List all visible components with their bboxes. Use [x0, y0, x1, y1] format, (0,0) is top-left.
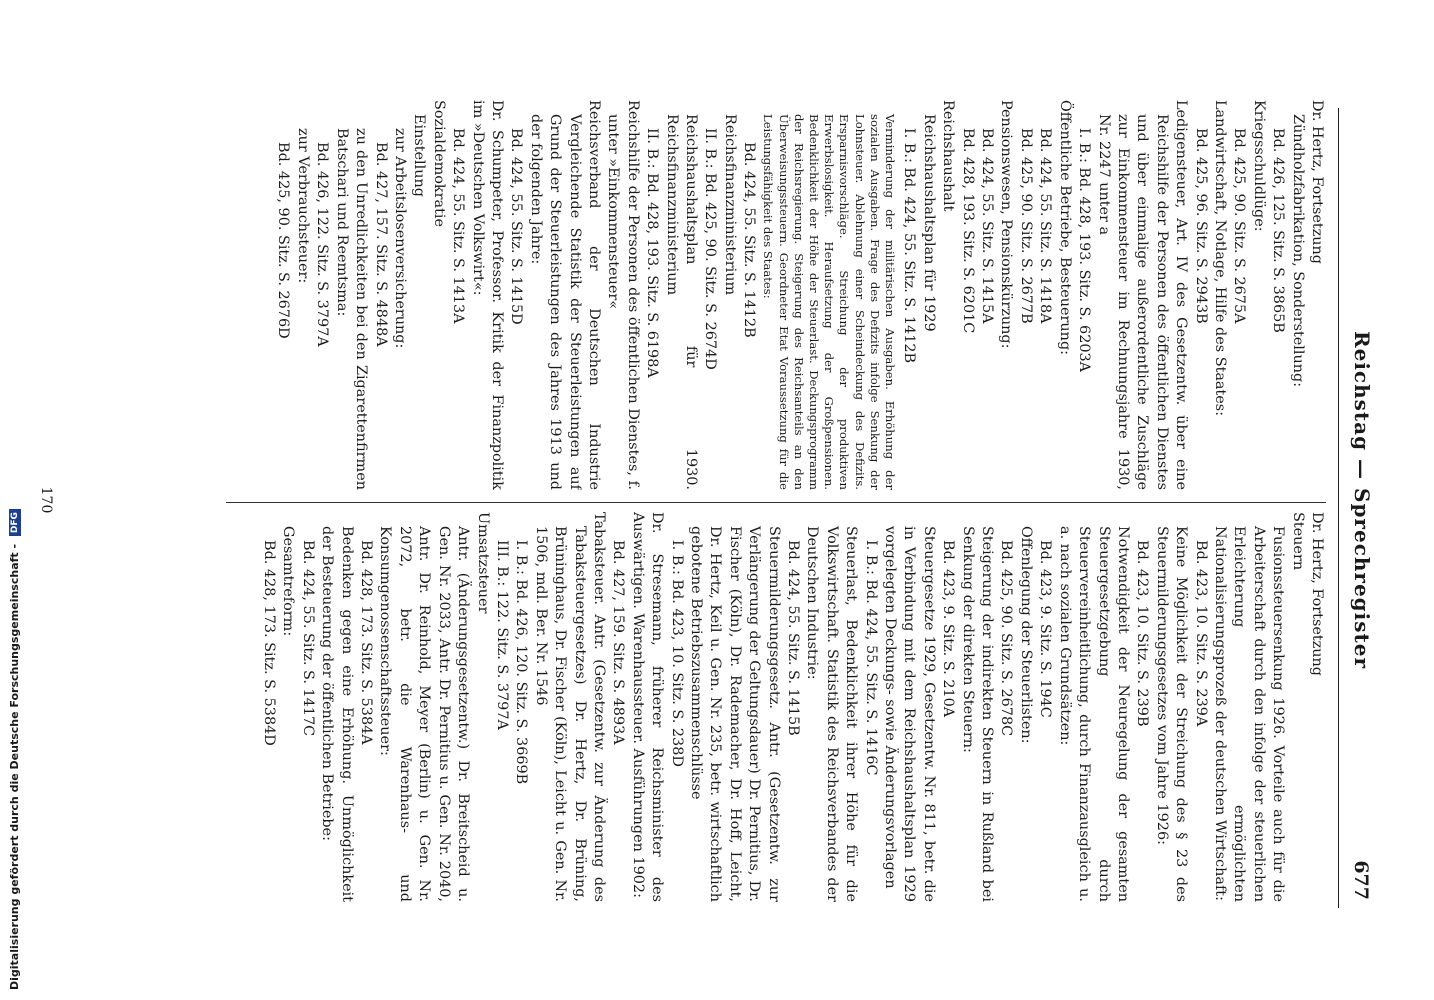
- register-entry: II. B.: Bd. 428, 193. Sitz. S. 6198A: [644, 128, 661, 378]
- register-entry: Bd. 426, 122. Sitz. S. 3797A: [314, 142, 331, 347]
- register-entry: I. B.: Bd. 424, 55. Sitz. S. 1416C: [862, 540, 879, 776]
- register-entry: Bd. 423, 9. Sitz. S. 210A: [940, 540, 957, 718]
- register-entry: Offenlegung der Steuerlisten:: [1017, 526, 1034, 744]
- register-entry: I. B.: Bd. 424, 55. Sitz. S. 1412B: [901, 128, 918, 364]
- register-entry: Dr. Schumpeter, Professor. Kritik der Finanzpolitik im »Deutschen Volkswirt«:: [469, 100, 505, 490]
- register-entry: I. B.: Bd. 423, 10. Sitz. S. 238D: [668, 540, 685, 767]
- register-entry: Bd. 425, 90. Sitz. S. 2677B: [1017, 128, 1034, 324]
- register-entry: Bd. 425, 90. Sitz. S. 2676D: [275, 142, 292, 339]
- register-entry: Kriegsschuldlüge:: [1250, 100, 1267, 232]
- right-column: [196, 512, 1326, 902]
- register-entry: Öffentliche Betriebe, Besteuerung:: [1056, 100, 1073, 355]
- register-entry: Steuergesetze 1929, Gesetzentw. Nr. 811, betr. die in Verbindung mit dem Reichshaushaltsplan 1929 vorgelegten Deckungs- sowie Änderungsvorlagen: [882, 526, 937, 902]
- register-entry: Landwirtschaft, Notlage, Hilfe des Staates:: [1211, 100, 1228, 417]
- register-entry: Bd. 426, 125. Sitz. S. 3865B: [1270, 128, 1287, 333]
- register-entry: Umsatzsteuer: [474, 512, 491, 614]
- register-entry: II. B.: Bd. 425, 90. Sitz. S. 2674D: [702, 128, 719, 370]
- register-entry: Bd. 427, 157. Sitz. S. 4848A: [372, 142, 389, 347]
- register-entry: Steuern: [1289, 512, 1306, 571]
- left-column: [196, 100, 1326, 490]
- register-entry: Bd. 424, 55. Sitz. S. 1413A: [450, 128, 467, 324]
- register-entry: Pensionswesen, Pensionskürzung:: [998, 100, 1015, 349]
- register-entry: Reichshilfe der Personen des öffentlichen Dienstes, f. unter »Einkommensteuer«: [605, 100, 641, 490]
- register-entry: Tabaksteuer. Antr. (Gesetzentw. zur Änderung des Tabaksteuergesetzes) Dr. Hertz, Dr. Brüning, Brüninghaus, Dr. Fischer (Köln), Leicht u. Gen. Nr. 1506, mdl. Ber. Nr. 1546: [532, 512, 607, 902]
- dfg-logo: DFG: [9, 509, 21, 536]
- register-entry: Bd. 423, 10. Sitz. S. 239A: [1192, 540, 1209, 727]
- register-entry: Bd. 425, 90. Sitz. S. 2675A: [1231, 128, 1248, 324]
- register-entry: Bd. 425, 96. Sitz. S. 2943B: [1192, 128, 1209, 324]
- register-entry: Antr. (Änderungsgesetzentw.) Dr. Breitscheid u. Gen. Nr. 2033, Antr. Dr. Pernitius u. Gen. Nr. 2040, Antr. Dr. Reinhold, Meyer (Berlin) u. Gen. Nr. 2072, betr. die Warenhaus- und Konsumgenossenschaftssteuer:: [377, 526, 472, 902]
- credit-text: Digitalisierung gefördert durch die Deutsche Forschungsgemeinschaft -: [8, 543, 21, 990]
- column-divider: [226, 502, 1326, 503]
- register-entry: Reichsverband der Deutschen Industrie Vergleichende Statistik der Steuerleistungen auf Grund der Steuerleistungen des Jahres 1913 und der folgenden Jahre:: [527, 100, 602, 490]
- register-entry: Zündholzfabrikation, Sonderstellung:: [1289, 114, 1306, 388]
- page-number: 677: [1350, 860, 1372, 900]
- digitization-credit: [8, 509, 21, 990]
- register-entry: Bd. 428, 193. Sitz. S. 6201C: [959, 128, 976, 334]
- register-entry: I. B.: Bd. 428, 193. Sitz. S. 6203A: [1076, 128, 1093, 373]
- register-entry: Bd. 424, 55. Sitz. S. 1415A: [979, 128, 996, 324]
- register-entry: Reichshaushaltsplan für 1930. Reichsfinanzministerium: [663, 114, 700, 490]
- register-entry: Bd. 423, 9. Sitz. S. 194C: [1037, 540, 1054, 718]
- register-entry: Reichshaushalt: [940, 100, 957, 212]
- summary-note: Verminderung der militärischen Ausgaben. Erhöhung der sozialen Ausgaben. Frage des Defizits infolge Senkung der Lohnsteuer. Ablehnung einer Scheindeckung des Defizits. Ersparnisvorschläge. Streichung der produktiven Erwerbslosigkeit. Heraufsetzung der Großpensionen. Bedenklichkeit der Höhe der Steuerlast. Deckungsprogramm der Reichsregierung. Steigerung des Reichsanteils an den Überweisungssteuern. Geordneter Etat Voraussetzung für die Leistungsfähigkeit des Staates:: [761, 114, 898, 490]
- register-entry: Bd. 424, 55. Sitz. S. 1415B: [785, 540, 802, 736]
- register-entry: Gesamtreform:: [280, 526, 297, 637]
- register-entry: III. B.: 122. Sitz. S. 3797A: [493, 540, 510, 730]
- header-rule: [1338, 108, 1339, 908]
- register-entry: zur Arbeitslosenversicherung:: [391, 128, 408, 349]
- register-entry: Reichsfinanzministerium: [721, 114, 738, 296]
- page-header-title: Reichstag — Sprechregister: [1350, 330, 1374, 670]
- register-entry: Dr. Hertz, Fortsetzung: [1309, 512, 1325, 676]
- register-entry: Bd. 424, 55. Sitz. S. 1412B: [741, 142, 758, 338]
- register-entry: Bd. 424, 55. Sitz. S. 1418A: [1037, 128, 1054, 324]
- register-entry: Bd. 423, 10. Sitz. S. 239B: [1134, 540, 1151, 727]
- register-entry: Fusionssteuersenkung 1926. Vorteile auch für die Arbeiterschaft durch den infolge der steuerlichen Erleichterung ermöglichten Nationalisierungsprozeß der deutschen Wirtschaft:: [1211, 526, 1287, 902]
- register-entry: Keine Möglichkeit der Streichung des § 23 des Steuermilderungsgesetzes vom Jahre 1926:: [1153, 526, 1190, 902]
- register-entry: Ledigensteuer, Art. IV des Gesetzentw. über eine Reichshilfe der Personen des öffentlichen Dienstes und über einmalige außerordentliche Zuschläge zur Einkommensteuer im Rechnungsjahre 1930, Nr. 2247 unter a: [1095, 100, 1190, 490]
- register-entry: Steuerlast, Bedenklichkeit ihrer Höhe für die Volkswirtschaft. Statistik des Reichsverbandes der Deutschen Industrie:: [804, 526, 860, 902]
- register-entry: Steuermilderungsgesetz. Antr. (Gesetzentw. zur Verlängerung der Geltungsdauer) Dr. Pernitius, Dr. Fischer (Köln), Dr. Rademacher, Dr. Hoff, Leicht, Dr. Hertz, Keil u. Gen. Nr. 235, betr. wirtschaftlich gebotene Betriebszusammenschlüsse: [688, 526, 782, 902]
- register-entry: Bedenken gegen eine Erhöhung. Unmöglichkeit der Besteuerung der öffentlichen Betriebe:: [319, 526, 355, 902]
- register-entry: Reichshaushaltsplan für 1929: [920, 114, 937, 332]
- sheet-number: 170: [38, 486, 54, 514]
- register-entry: I. B.: Bd. 426, 120. Sitz. S. 3669B: [513, 540, 530, 785]
- register-entry: Bd. 424, 55. Sitz. S. 1415D: [508, 128, 525, 325]
- register-entry: Einstellung: [411, 114, 428, 198]
- register-entry: Steigerung der indirekten Steuern in Rußland bei Senkung der direkten Steuern:: [959, 526, 996, 902]
- register-entry: Dr. Hertz, Fortsetzung: [1309, 100, 1325, 264]
- register-entry: Sozialdemokratie: [430, 100, 447, 228]
- register-entry: zu den Unredlichkeiten bei den Zigarettenfirmen Batschari und Reemtsma:: [333, 128, 370, 490]
- register-entry: Bd. 428, 173. Sitz. S. 5384D: [261, 540, 278, 746]
- register-entry: Dr. Stresemann, früherer Reichsminister des Auswärtigen. Warenhaussteuer. Ausführungen 1902:: [629, 512, 666, 902]
- register-entry: Bd. 424, 55. Sitz. S. 1417C: [299, 540, 316, 737]
- register-entry: zur Verbrauchsteuer:: [294, 128, 311, 284]
- register-entry: Notwendigkeit der Neuregelung der gesamten Steuergesetzgebung durch Steuervereinheitlichung, durch Finanzausgleich u. a. nach sozialen Grundsätzen:: [1056, 526, 1131, 902]
- register-entry: Bd. 425, 90. Sitz. S. 2678C: [998, 540, 1015, 737]
- register-entry: Bd. 428, 173. Sitz. S. 5384A: [358, 540, 375, 745]
- register-entry: Bd. 427, 159. Sitz. S. 4893A: [610, 540, 627, 745]
